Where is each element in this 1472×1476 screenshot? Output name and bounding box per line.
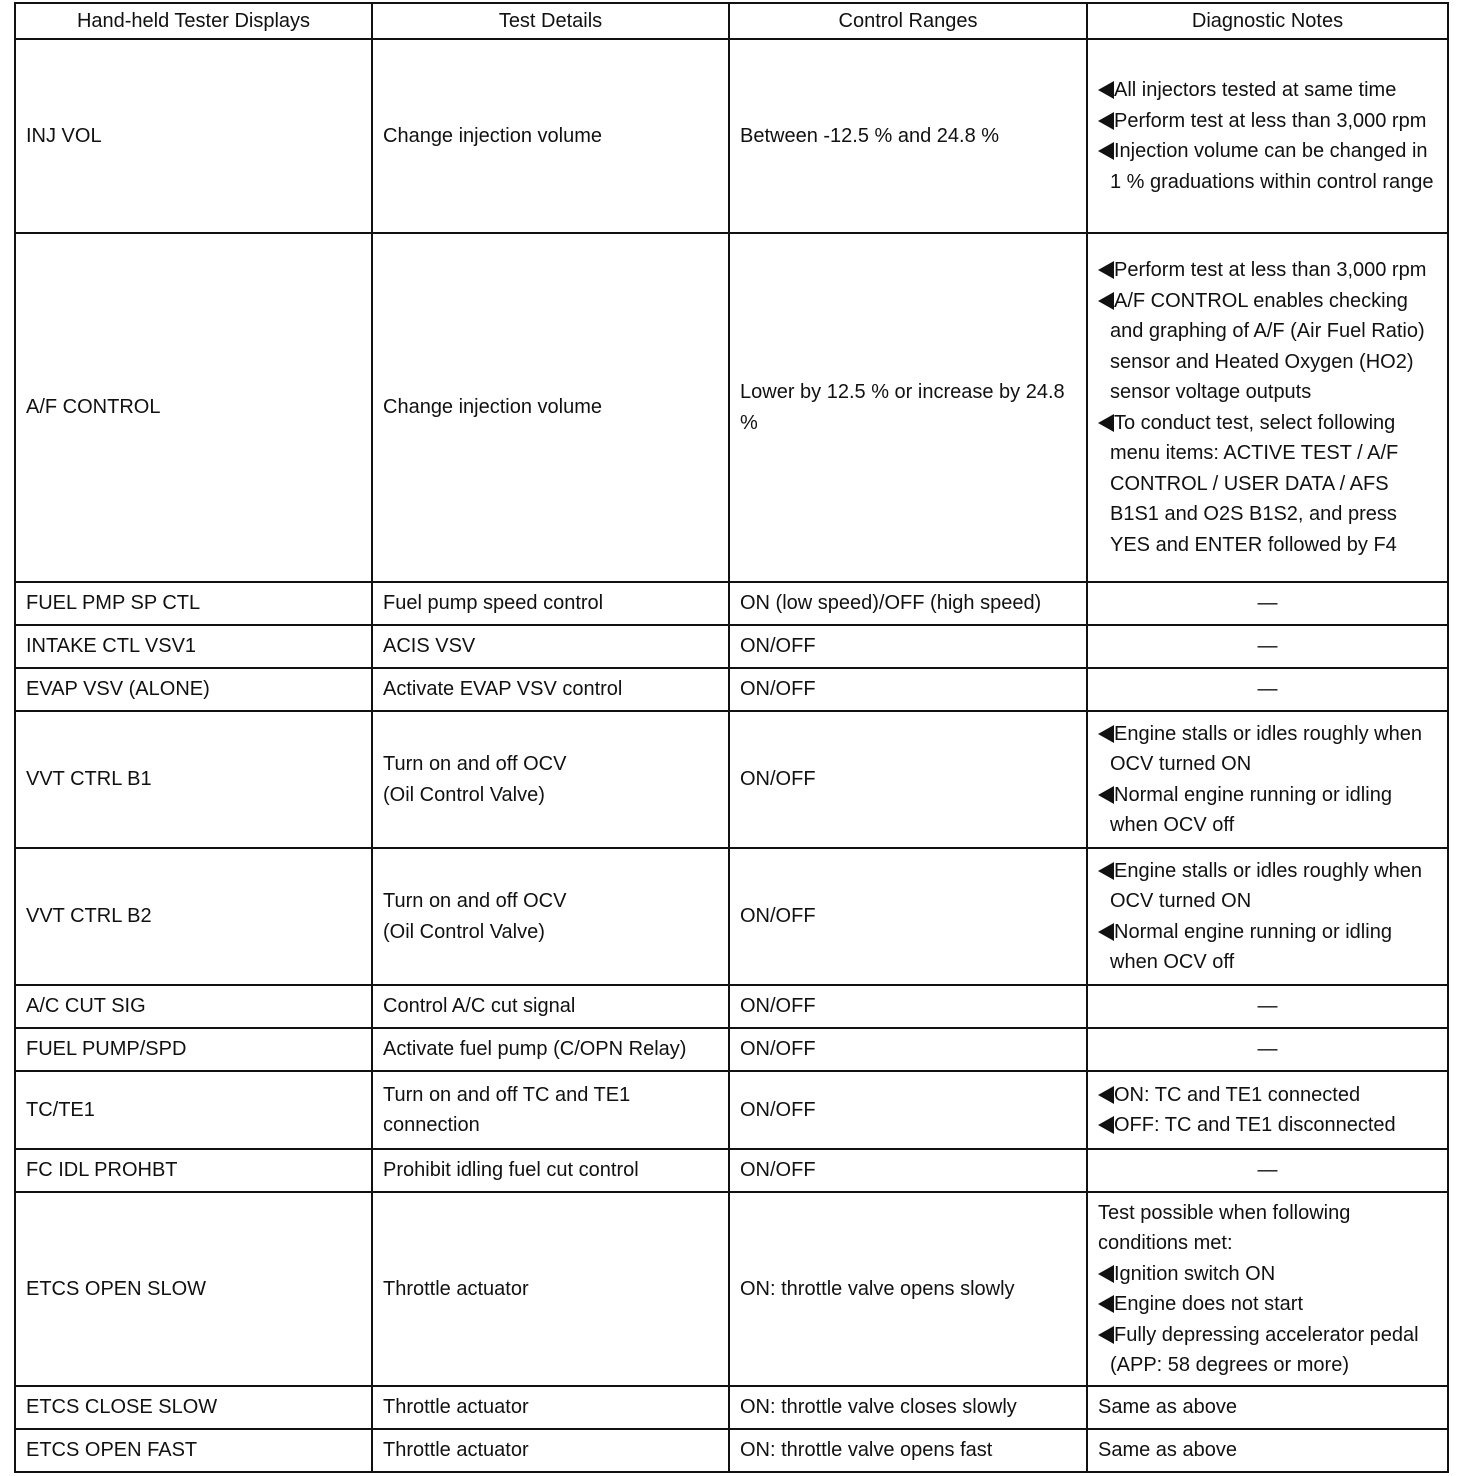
details-cell: Throttle actuator [372,1192,729,1386]
notes-cell [1087,1028,1448,1071]
note-bullet-text: Perform test at less than 3,000 rpm [1114,109,1427,132]
empty-dash: — [1257,995,1278,1018]
note-bullet [1098,780,1437,841]
note-bullet [1098,255,1437,286]
display-cell: TC/TE1 [15,1071,372,1149]
note-bullet [1098,1080,1437,1111]
display-cell: EVAP VSV (ALONE) [15,668,372,711]
note-bullet-text: Engine stalls or idles roughly when OCV turned ON [1110,859,1422,912]
notes-cell [1087,848,1448,985]
display-cell: FUEL PUMP/SPD [15,1028,372,1071]
note-bullet [1098,719,1437,780]
note-bullet-text: All injectors tested at same time [1114,79,1397,101]
note-bullet [1098,917,1437,978]
note-bullet [1098,75,1437,106]
table-row [15,985,1448,1028]
details-cell: Activate fuel pump (C/OPN Relay) [372,1028,729,1071]
note-bullet-text: OFF: TC and TE1 disconnected [1114,1114,1396,1136]
note-bullet-text: Injection volume can be changed in 1 % graduations within control range [1110,140,1434,193]
empty-dash: — [1257,1159,1278,1182]
bullet-arrow-icon [1098,1116,1114,1134]
table-row [15,1192,1448,1386]
note-bullet-text: Normal engine running or idling when OCV off [1110,783,1392,836]
table-row [15,668,1448,711]
note-bullet-text: Normal engine running or idling when OCV off [1110,920,1392,973]
details-cell: Turn on and off TC and TE1 connection [372,1071,729,1149]
header-notes: Diagnostic Notes [1087,3,1448,39]
note-bullet-text: Engine stalls or idles roughly when OCV turned ON [1110,722,1422,775]
notes-cell [1087,1386,1448,1429]
display-cell: INTAKE CTL VSV1 [15,625,372,668]
note-bullet [1098,1320,1437,1381]
note-bullet-text: To conduct test, select following menu items: ACTIVE TEST / A/F CONTROL / USER DATA / AFS B1S1 and O2S B1S2, and press YES and ENTER followed by F4 [1110,411,1399,556]
bullet-arrow-icon [1098,142,1114,160]
table-row [15,39,1448,233]
note-bullet [1098,136,1437,197]
display-cell: FC IDL PROHBT [15,1149,372,1192]
empty-dash: — [1257,592,1278,615]
table-row [15,582,1448,625]
details-cell: Throttle actuator [372,1386,729,1429]
display-cell: ETCS CLOSE SLOW [15,1386,372,1429]
header-range: Control Ranges [729,3,1087,39]
range-cell: ON/OFF [729,1028,1087,1071]
empty-dash: — [1257,1038,1278,1061]
note-bullet [1098,1259,1437,1290]
details-cell: Throttle actuator [372,1429,729,1472]
empty-dash: — [1257,678,1278,701]
display-cell: FUEL PMP SP CTL [15,582,372,625]
range-cell: ON/OFF [729,985,1087,1028]
notes-cell [1087,985,1448,1028]
header-display: Hand-held Tester Displays [15,3,372,39]
table-row [15,1149,1448,1192]
notes-cell [1087,1149,1448,1192]
notes-cell [1087,1429,1448,1472]
range-cell: ON/OFF [729,1149,1087,1192]
bullet-arrow-icon [1098,725,1114,743]
notes-cell [1087,1192,1448,1386]
display-cell: ETCS OPEN FAST [15,1429,372,1472]
note-bullet-text: A/F CONTROL enables checking and graphing of A/F (Air Fuel Ratio) sensor and Heated Oxygen (HO2) sensor voltage outputs [1110,289,1425,403]
details-cell: Turn on and off OCV (Oil Control Valve) [372,711,729,848]
bullet-arrow-icon [1098,1086,1114,1104]
table-row [15,625,1448,668]
bullet-arrow-icon [1098,261,1114,279]
note-text: Test possible when following conditions met: [1098,1201,1351,1254]
range-cell: ON: throttle valve opens slowly [729,1192,1087,1386]
bullet-arrow-icon [1098,112,1114,130]
table-row [15,233,1448,582]
active-test-table [14,2,1449,1473]
bullet-arrow-icon [1098,414,1114,432]
range-cell: ON/OFF [729,625,1087,668]
details-cell: ACIS VSV [372,625,729,668]
bullet-arrow-icon [1098,923,1114,941]
details-cell: Change injection volume [372,233,729,582]
table-row [15,1386,1448,1429]
range-cell: ON: throttle valve closes slowly [729,1386,1087,1429]
note-bullet-text: Perform test at less than 3,000 rpm [1114,259,1427,281]
notes-cell [1087,1071,1448,1149]
notes-cell [1087,625,1448,668]
header-row [15,3,1448,39]
bullet-arrow-icon [1098,862,1114,880]
note-bullet [1098,106,1437,137]
range-cell: ON/OFF [729,711,1087,848]
range-cell: Between -12.5 % and 24.8 % [729,39,1087,233]
display-cell: VVT CTRL B1 [15,711,372,848]
bullet-arrow-icon [1098,1265,1114,1283]
note-bullet [1098,408,1437,561]
details-cell: Turn on and off OCV (Oil Control Valve) [372,848,729,985]
range-cell: ON/OFF [729,848,1087,985]
notes-cell [1087,582,1448,625]
note-bullet [1098,1289,1437,1320]
bullet-arrow-icon [1098,1326,1114,1344]
details-cell: Fuel pump speed control [372,582,729,625]
bullet-arrow-icon [1098,81,1114,99]
empty-dash: — [1257,635,1278,658]
details-cell: Change injection volume [372,39,729,233]
note-bullet-text: ON: TC and TE1 connected [1114,1083,1361,1106]
bullet-arrow-icon [1098,292,1114,310]
display-cell: A/C CUT SIG [15,985,372,1028]
range-cell: ON/OFF [729,1071,1087,1149]
table-row [15,848,1448,985]
note-text: Same as above [1098,1439,1237,1462]
display-cell: VVT CTRL B2 [15,848,372,985]
range-cell: ON/OFF [729,668,1087,711]
note-bullet [1098,1110,1437,1141]
note-bullet [1098,286,1437,408]
notes-cell [1087,233,1448,582]
bullet-arrow-icon [1098,1295,1114,1313]
bullet-arrow-icon [1098,786,1114,804]
notes-cell [1087,39,1448,233]
notes-cell [1087,668,1448,711]
header-details: Test Details [372,3,729,39]
note-text: Same as above [1098,1396,1237,1419]
table-row [15,1028,1448,1071]
range-cell: ON: throttle valve opens fast [729,1429,1087,1472]
note-bullet-text: Ignition switch ON [1114,1262,1276,1285]
note-bullet-text: Fully depressing accelerator pedal (APP: 58 degrees or more) [1110,1323,1419,1376]
range-cell: ON (low speed)/OFF (high speed) [729,582,1087,625]
note-bullet [1098,856,1437,917]
details-cell: Activate EVAP VSV control [372,668,729,711]
table-row [15,1071,1448,1149]
note-bullet-text: Engine does not start [1114,1293,1304,1315]
table-row [15,711,1448,848]
display-cell: INJ VOL [15,39,372,233]
display-cell: A/F CONTROL [15,233,372,582]
display-cell: ETCS OPEN SLOW [15,1192,372,1386]
notes-cell [1087,711,1448,848]
details-cell: Control A/C cut signal [372,985,729,1028]
range-cell: Lower by 12.5 % or increase by 24.8 % [729,233,1087,582]
table-row [15,1429,1448,1472]
details-cell: Prohibit idling fuel cut control [372,1149,729,1192]
